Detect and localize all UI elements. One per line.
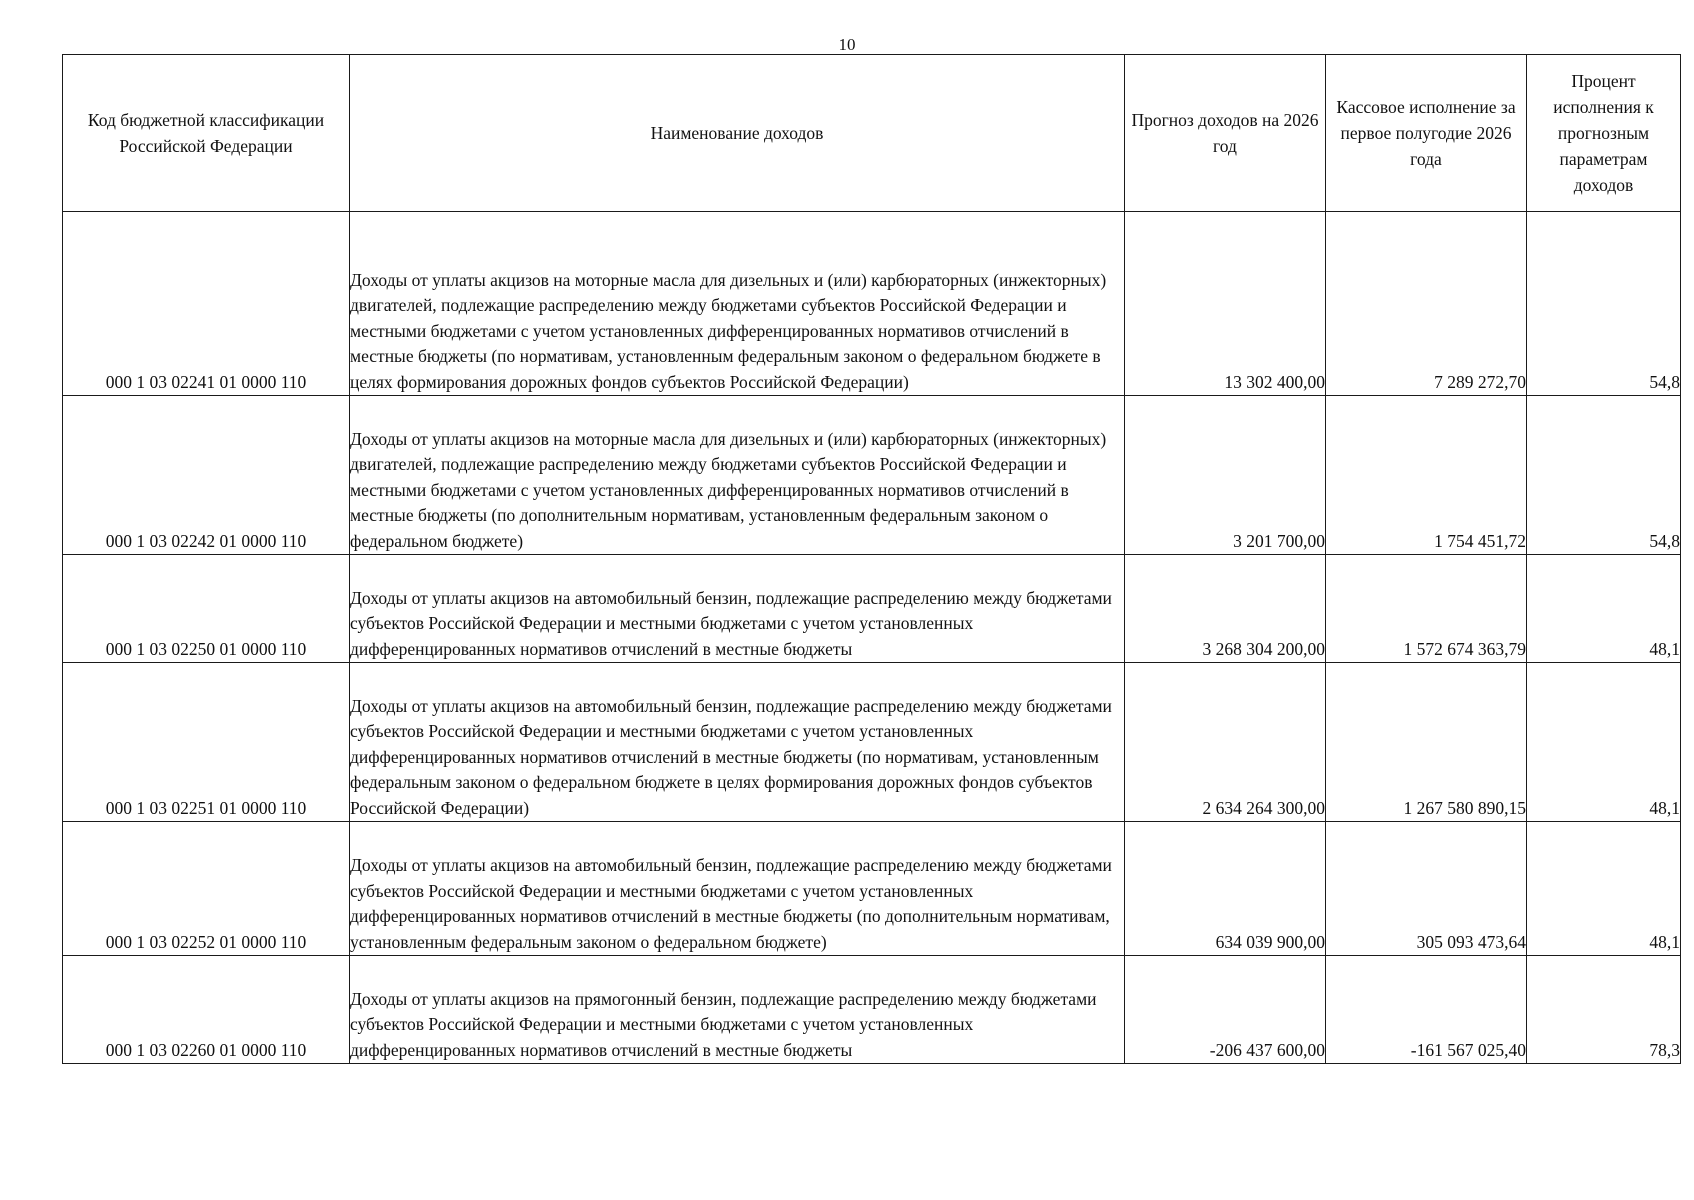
header-code: Код бюджетной классификации Российской Федерации — [63, 55, 350, 212]
budget-code-cell: 000 1 03 02242 01 0000 110 — [63, 396, 350, 555]
actual-cell: -161 567 025,40 — [1326, 956, 1527, 1064]
revenue-name-cell: Доходы от уплаты акцизов на прямогонный бензин, подлежащие распределению между бюджетами субъектов Российской Федерации и местными бюджетами с учетом установленных дифференцированных нормативов отчислений в местные бюджеты — [350, 956, 1125, 1064]
revenue-name-cell: Доходы от уплаты акцизов на автомобильный бензин, подлежащие распределению между бюджетами субъектов Российской Федерации и местными бюджетами с учетом установленных дифференцированных нормативов отчислений в местные бюджеты (по нормативам, установленным федеральным законом о федеральном бюджете в целях формирования дорожных фондов субъектов Российской Федерации) — [350, 663, 1125, 822]
revenue-table — [62, 54, 1681, 1064]
percent-cell: 48,1 — [1527, 555, 1681, 663]
revenue-name-cell: Доходы от уплаты акцизов на моторные масла для дизельных и (или) карбюраторных (инжекторных) двигателей, подлежащие распределению между бюджетами субъектов Российской Федерации и местными бюджетами с учетом установленных дифференцированных нормативов отчислений в местные бюджеты (по нормативам, установленным федеральным законом о федеральном бюджете в целях формирования дорожных фондов субъектов Российской Федерации) — [350, 212, 1125, 396]
percent-cell: 54,8 — [1527, 396, 1681, 555]
actual-cell: 1 754 451,72 — [1326, 396, 1527, 555]
forecast-cell: 3 201 700,00 — [1125, 396, 1326, 555]
budget-code-cell: 000 1 03 02241 01 0000 110 — [63, 212, 350, 396]
actual-cell: 1 572 674 363,79 — [1326, 555, 1527, 663]
forecast-cell: 2 634 264 300,00 — [1125, 663, 1326, 822]
revenue-name-cell: Доходы от уплаты акцизов на моторные масла для дизельных и (или) карбюраторных (инжекторных) двигателей, подлежащие распределению между бюджетами субъектов Российской Федерации и местными бюджетами с учетом установленных дифференцированных нормативов отчислений в местные бюджеты (по дополнительным нормативам, установленным федеральным законом о федеральном бюджете) — [350, 396, 1125, 555]
table-row — [63, 555, 1681, 663]
actual-cell: 305 093 473,64 — [1326, 822, 1527, 956]
percent-cell: 54,8 — [1527, 212, 1681, 396]
page-number: 10 — [838, 35, 856, 54]
table-row — [63, 822, 1681, 956]
budget-code-cell: 000 1 03 02250 01 0000 110 — [63, 555, 350, 663]
header-forecast: Прогноз доходов на 2026 год — [1125, 55, 1326, 212]
header-percent: Процент исполнения к прогнозным параметрам доходов — [1527, 55, 1681, 212]
table-row — [63, 663, 1681, 822]
table-row — [63, 396, 1681, 555]
revenue-name-cell: Доходы от уплаты акцизов на автомобильный бензин, подлежащие распределению между бюджетами субъектов Российской Федерации и местными бюджетами с учетом установленных дифференцированных нормативов отчислений в местные бюджеты (по дополнительным нормативам, установленным федеральным законом о федеральном бюджете) — [350, 822, 1125, 956]
header-name: Наименование доходов — [350, 55, 1125, 212]
forecast-cell: 3 268 304 200,00 — [1125, 555, 1326, 663]
actual-cell: 7 289 272,70 — [1326, 212, 1527, 396]
revenue-name-cell: Доходы от уплаты акцизов на автомобильный бензин, подлежащие распределению между бюджетами субъектов Российской Федерации и местными бюджетами с учетом установленных дифференцированных нормативов отчислений в местные бюджеты — [350, 555, 1125, 663]
budget-code-cell: 000 1 03 02252 01 0000 110 — [63, 822, 350, 956]
forecast-cell: 634 039 900,00 — [1125, 822, 1326, 956]
percent-cell: 48,1 — [1527, 822, 1681, 956]
actual-cell: 1 267 580 890,15 — [1326, 663, 1527, 822]
table-row — [63, 956, 1681, 1064]
table-body — [63, 212, 1681, 1064]
percent-cell: 48,1 — [1527, 663, 1681, 822]
forecast-cell: -206 437 600,00 — [1125, 956, 1326, 1064]
budget-code-cell: 000 1 03 02260 01 0000 110 — [63, 956, 350, 1064]
header-actual: Кассовое исполнение за первое полугодие 2026 года — [1326, 55, 1527, 212]
forecast-cell: 13 302 400,00 — [1125, 212, 1326, 396]
percent-cell: 78,3 — [1527, 956, 1681, 1064]
table-header — [63, 55, 1681, 212]
budget-code-cell: 000 1 03 02251 01 0000 110 — [63, 663, 350, 822]
table-row — [63, 212, 1681, 396]
header-row — [63, 55, 1681, 212]
